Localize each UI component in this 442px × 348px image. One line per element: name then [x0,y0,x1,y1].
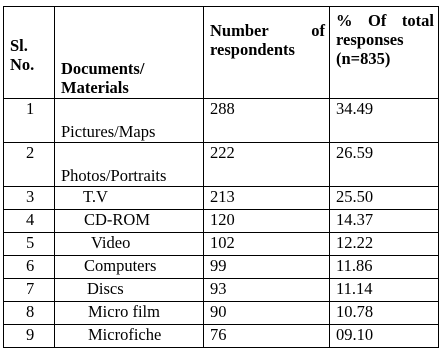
header-documents [55,7,204,99]
header-row [4,7,439,99]
table-row [4,233,439,256]
cell-material: Photos/Portraits [55,143,204,187]
cell-material [55,302,204,325]
cell-number: 99 [204,256,330,279]
header-percent-total: total [401,11,434,30]
cell-number: 76 [204,325,330,348]
cell-sl-no: 9 [4,325,55,348]
header-sl-no [4,7,55,99]
cell-percent: 14.37 [330,210,439,233]
header-documents-label: Documents/ Materials [61,59,145,97]
cell-number: 90 [204,302,330,325]
cell-percent: 10.78 [330,302,439,325]
cell-material [55,210,204,233]
cell-material [55,256,204,279]
cell-material: Pictures/Maps [55,99,204,143]
cell-material-label: Microfiche [88,325,162,344]
table-row [4,99,439,143]
cell-material-label: CD-ROM [84,210,151,229]
cell-sl-no: 3 [4,187,55,210]
header-number-line1 [210,21,325,40]
cell-material [55,279,204,302]
header-percent [330,7,439,99]
cell-sl-no: 7 [4,279,55,302]
cell-percent: 11.86 [330,256,439,279]
cell-percent: 11.14 [330,279,439,302]
cell-material-label: Video [91,233,131,252]
cell-percent: 25.50 [330,187,439,210]
table-row [4,143,439,187]
header-number-word: Number [210,21,269,40]
cell-sl-no: 5 [4,233,55,256]
cell-percent: 26.59 [330,143,439,187]
table-row [4,210,439,233]
cell-number: 93 [204,279,330,302]
table-row [4,302,439,325]
header-number-of: of [311,21,325,40]
header-number [204,7,330,99]
cell-material [55,187,204,210]
cell-material [55,233,204,256]
header-percent-line3: (n=835) [336,49,391,68]
header-percent-line2: responses [336,30,404,49]
cell-number: 288 [204,99,330,143]
table-row [4,187,439,210]
cell-percent: 34.49 [330,99,439,143]
cell-percent: 12.22 [330,233,439,256]
header-percent-of: Of [368,11,387,30]
cell-number: 213 [204,187,330,210]
cell-number: 222 [204,143,330,187]
cell-sl-no: 8 [4,302,55,325]
table-row [4,325,439,348]
cell-sl-no: 1 [4,99,55,143]
header-sl-no-label: Sl. No. [10,35,35,74]
respondents-table [3,6,439,348]
table-row [4,279,439,302]
cell-material-label: Computers [84,256,157,275]
header-percent-sign: % [336,11,353,30]
cell-percent: 09.10 [330,325,439,348]
header-percent-line1 [336,11,434,30]
cell-number: 102 [204,233,330,256]
cell-sl-no: 4 [4,210,55,233]
cell-material [55,325,204,348]
cell-number: 120 [204,210,330,233]
header-number-line2: respondents [210,40,295,59]
cell-material-label: Micro film [88,302,160,321]
cell-material-label: T.V [83,187,108,206]
cell-sl-no: 6 [4,256,55,279]
table-row [4,256,439,279]
cell-sl-no: 2 [4,143,55,187]
cell-material-label: Discs [87,279,124,298]
